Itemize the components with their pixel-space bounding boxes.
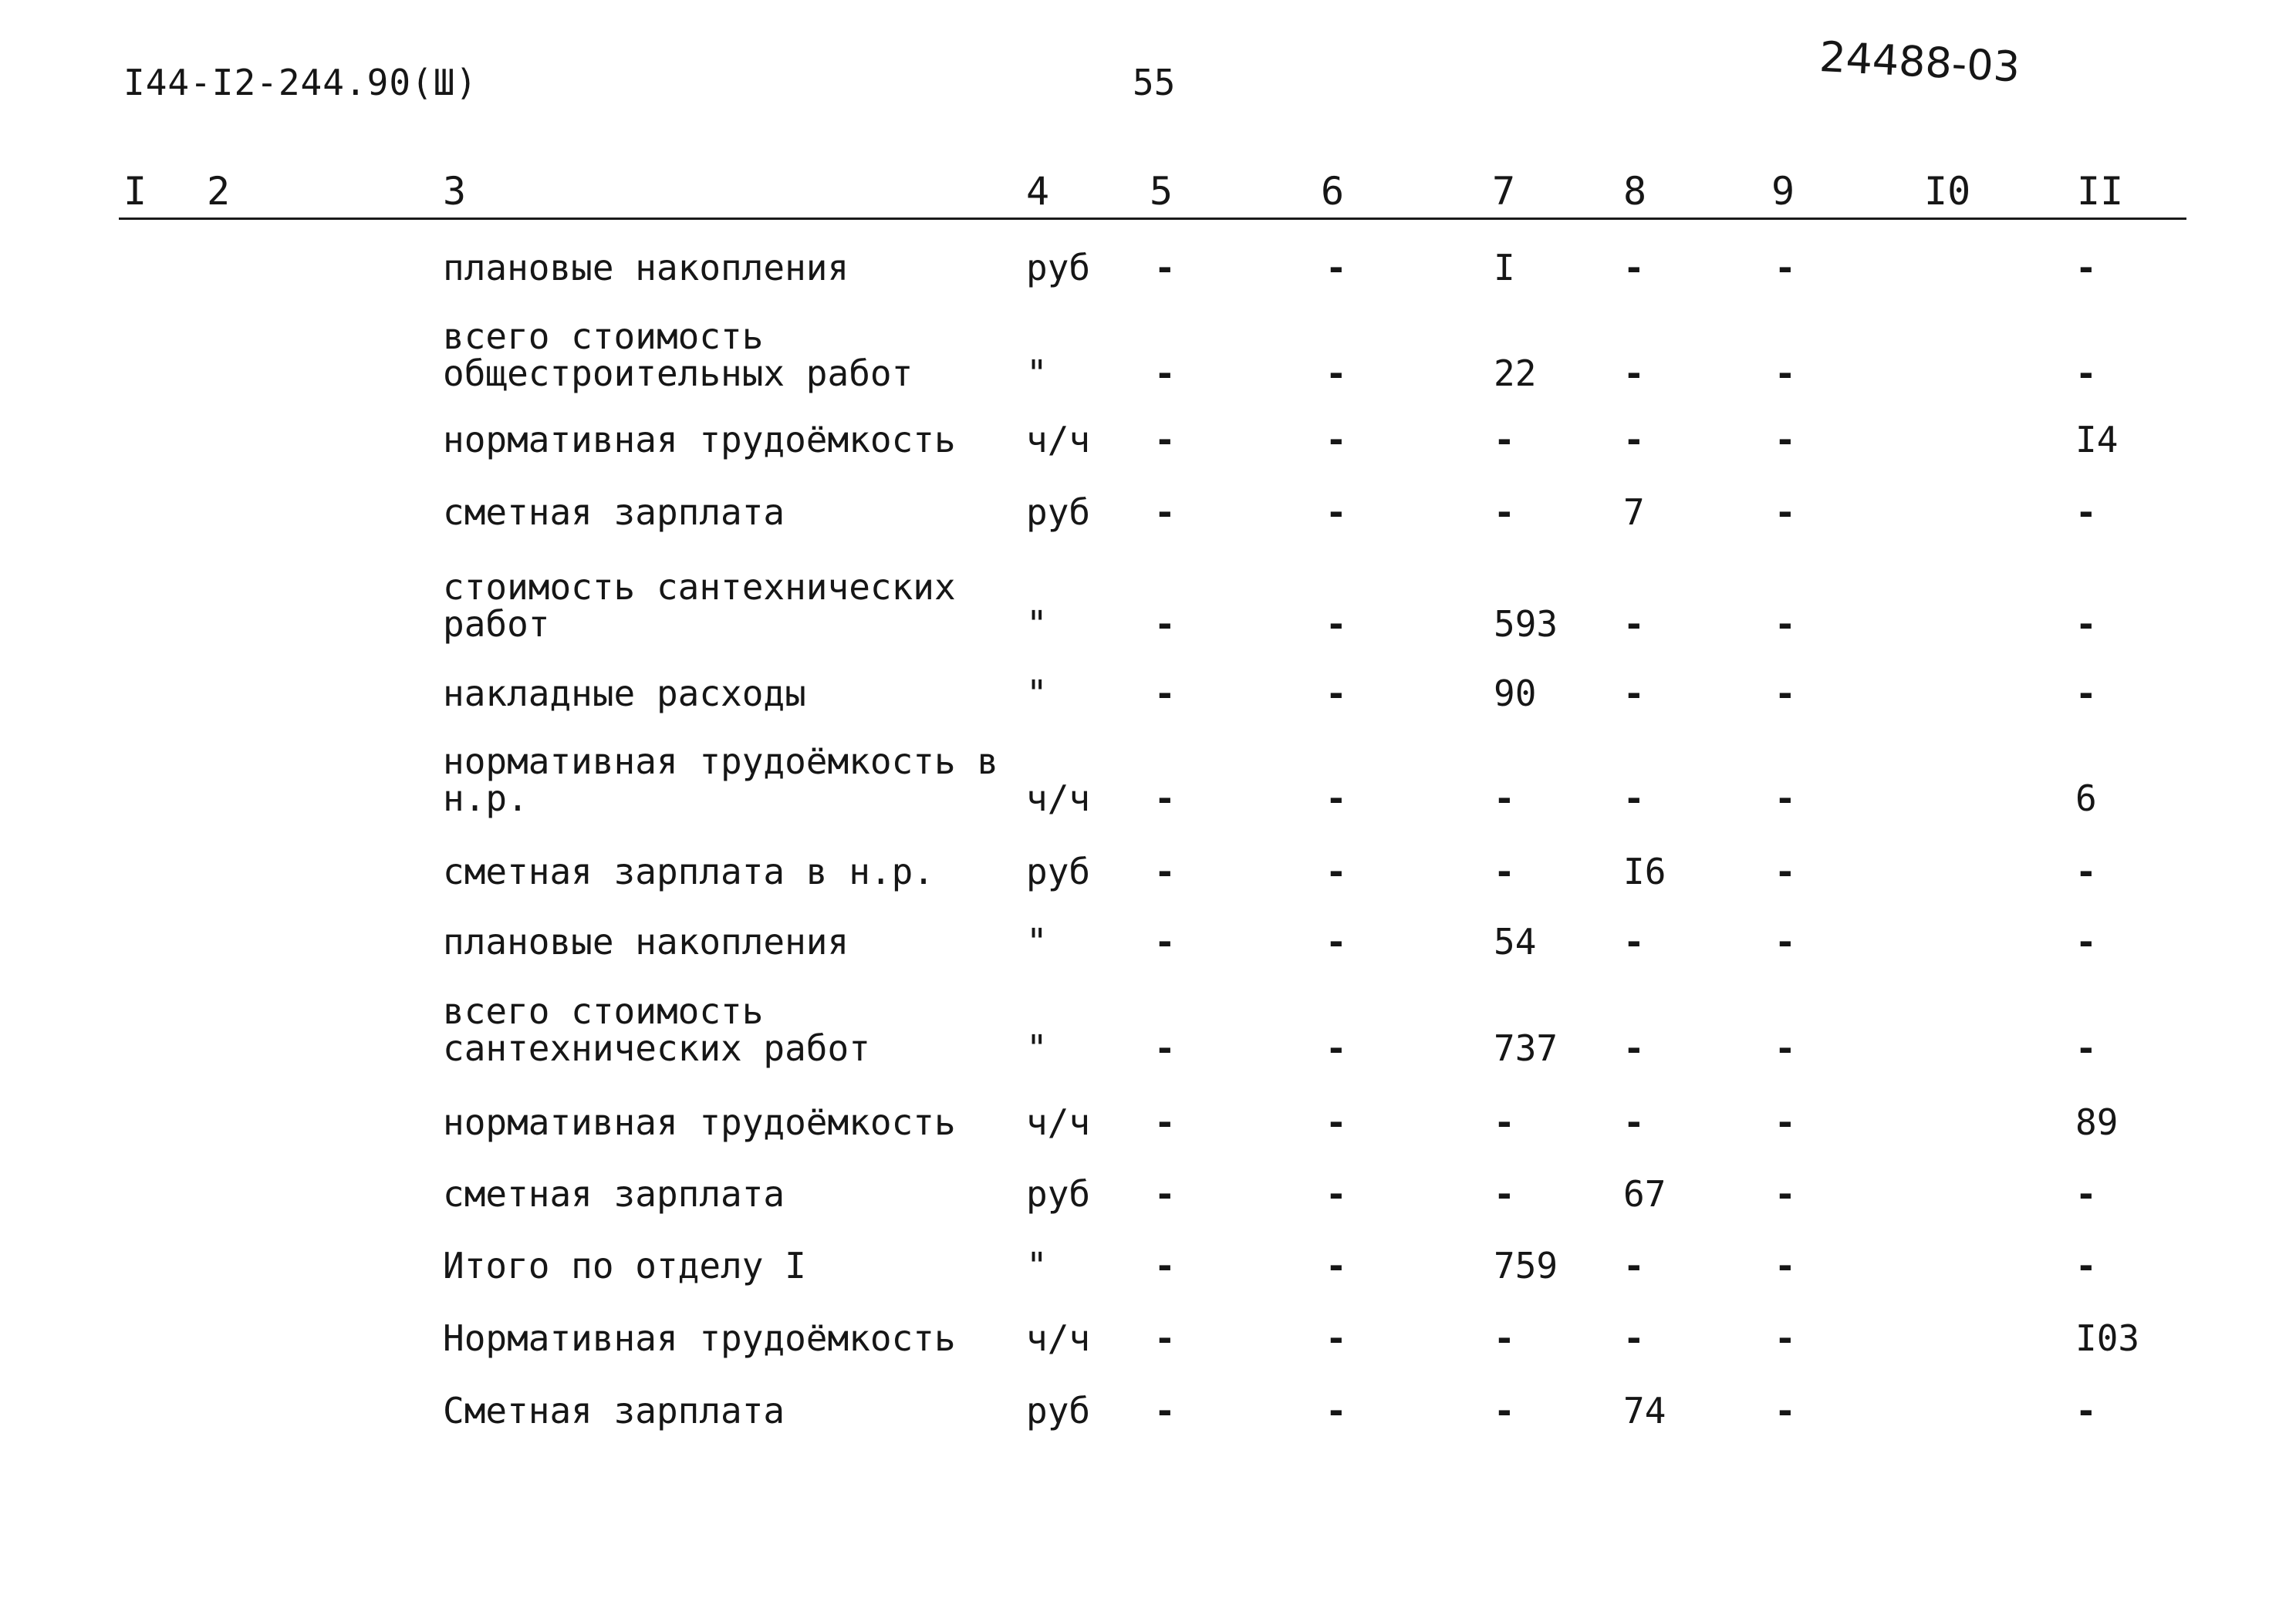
cell-col-5: -: [1154, 1027, 1176, 1069]
cell-col-6: -: [1325, 1390, 1347, 1432]
row-description: нормативная трудоёмкость: [443, 419, 956, 460]
cell-col-6: -: [1325, 1317, 1347, 1359]
row-unit: руб: [1026, 851, 1091, 892]
cell-col-9: -: [1774, 1173, 1796, 1215]
cell-col-8: -: [1623, 1245, 1645, 1287]
cell-col-5: -: [1154, 352, 1176, 394]
row-unit: ": [1026, 603, 1048, 645]
cell-col-7: 593: [1494, 603, 1558, 645]
row-unit: ч/ч: [1026, 777, 1091, 819]
cell-col-5: -: [1154, 1390, 1176, 1432]
cell-col-11: -: [2075, 921, 2097, 963]
cell-col-8: -: [1623, 603, 1645, 645]
cell-col-9: -: [1774, 1390, 1796, 1432]
row-description: сметная зарплата: [443, 491, 785, 533]
cell-col-5: -: [1154, 851, 1176, 892]
row-description: Нормативная трудоёмкость: [443, 1317, 956, 1359]
cell-col-8: 7: [1623, 491, 1645, 533]
cell-col-11: -: [2075, 1173, 2097, 1215]
cell-col-9: -: [1774, 491, 1796, 533]
cell-col-11: -: [2075, 1245, 2097, 1287]
cell-col-6: -: [1325, 673, 1347, 714]
row-unit: руб: [1026, 247, 1091, 288]
cell-col-11: I03: [2075, 1317, 2140, 1359]
cell-col-9: -: [1774, 673, 1796, 714]
cell-col-8: 67: [1623, 1173, 1666, 1215]
cell-col-6: -: [1325, 1245, 1347, 1287]
cell-col-11: 89: [2075, 1101, 2119, 1143]
column-header-2: 2: [207, 169, 231, 214]
cell-col-7: -: [1494, 777, 1515, 819]
cell-col-9: -: [1774, 1101, 1796, 1143]
cell-col-5: -: [1154, 1173, 1176, 1215]
cell-col-7: 54: [1494, 921, 1537, 963]
cell-col-11: -: [2075, 247, 2097, 288]
cell-col-5: -: [1154, 777, 1176, 819]
row-description: Сметная зарплата: [443, 1390, 785, 1432]
column-header-10: I0: [1924, 169, 1971, 214]
row-description: нормативная трудоёмкость в н.р.: [443, 740, 999, 819]
row-unit: ч/ч: [1026, 419, 1091, 460]
column-header-9: 9: [1771, 169, 1795, 214]
cell-col-8: -: [1623, 1317, 1645, 1359]
cell-col-5: -: [1154, 419, 1176, 460]
row-unit: руб: [1026, 1173, 1091, 1215]
cell-col-5: -: [1154, 673, 1176, 714]
cell-col-8: -: [1623, 352, 1645, 394]
column-header-11: II: [2077, 169, 2124, 214]
row-description: всего стоимость общестроительных работ: [443, 315, 913, 394]
row-description: сметная зарплата в н.р.: [443, 851, 934, 892]
cell-col-8: I6: [1623, 851, 1666, 892]
cell-col-6: -: [1325, 247, 1347, 288]
cell-col-7: 22: [1494, 352, 1537, 394]
cell-col-11: -: [2075, 673, 2097, 714]
cell-col-8: -: [1623, 1027, 1645, 1069]
cell-col-9: -: [1774, 921, 1796, 963]
row-unit: ": [1026, 1027, 1048, 1069]
row-description: стоимость сантехнических работ: [443, 566, 956, 645]
cell-col-11: -: [2075, 1390, 2097, 1432]
cell-col-5: -: [1154, 1317, 1176, 1359]
cell-col-11: I4: [2075, 419, 2119, 460]
cell-col-7: 737: [1494, 1027, 1558, 1069]
cell-col-6: -: [1325, 352, 1347, 394]
cell-col-7: -: [1494, 851, 1515, 892]
cell-col-8: -: [1623, 1101, 1645, 1143]
cell-col-5: -: [1154, 603, 1176, 645]
column-header-6: 6: [1321, 169, 1345, 214]
cell-col-8: -: [1623, 419, 1645, 460]
page-number: 55: [1133, 62, 1176, 103]
cell-col-5: -: [1154, 247, 1176, 288]
cell-col-9: -: [1774, 1317, 1796, 1359]
row-unit: ч/ч: [1026, 1101, 1091, 1143]
cell-col-9: -: [1774, 603, 1796, 645]
row-unit: ч/ч: [1026, 1317, 1091, 1359]
column-header-8: 8: [1623, 169, 1647, 214]
column-header-7: 7: [1492, 169, 1516, 214]
cell-col-6: -: [1325, 1027, 1347, 1069]
cell-col-9: -: [1774, 1245, 1796, 1287]
row-description: накладные расходы: [443, 673, 806, 714]
cell-col-11: 6: [2075, 777, 2097, 819]
cell-col-7: -: [1494, 1101, 1515, 1143]
row-unit: ": [1026, 673, 1048, 714]
cell-col-6: -: [1325, 921, 1347, 963]
cell-col-7: 90: [1494, 673, 1537, 714]
cell-col-11: -: [2075, 1027, 2097, 1069]
row-description: плановые накопления: [443, 921, 849, 963]
cell-col-8: -: [1623, 921, 1645, 963]
cell-col-6: -: [1325, 603, 1347, 645]
cell-col-9: -: [1774, 247, 1796, 288]
cell-col-8: -: [1623, 247, 1645, 288]
column-header-5: 5: [1150, 169, 1173, 214]
cell-col-11: -: [2075, 603, 2097, 645]
cell-col-7: -: [1494, 419, 1515, 460]
cell-col-11: -: [2075, 851, 2097, 892]
row-description: сметная зарплата: [443, 1173, 785, 1215]
cell-col-8: -: [1623, 777, 1645, 819]
cell-col-11: -: [2075, 352, 2097, 394]
row-description: Итого по отделу I: [443, 1245, 806, 1287]
cell-col-7: -: [1494, 1390, 1515, 1432]
cell-col-5: -: [1154, 1101, 1176, 1143]
column-header-3: 3: [443, 169, 467, 214]
column-header-4: 4: [1026, 169, 1050, 214]
cell-col-6: -: [1325, 419, 1347, 460]
header-rule: [119, 218, 2186, 220]
cell-col-6: -: [1325, 777, 1347, 819]
document-code: I44-I2-244.90(Ш): [123, 62, 478, 103]
cell-col-11: -: [2075, 491, 2097, 533]
cell-col-6: -: [1325, 851, 1347, 892]
cell-col-8: -: [1623, 673, 1645, 714]
cell-col-9: -: [1774, 777, 1796, 819]
cell-col-7: -: [1494, 1317, 1515, 1359]
cell-col-7: -: [1494, 1173, 1515, 1215]
cell-col-9: -: [1774, 851, 1796, 892]
cell-col-6: -: [1325, 1101, 1347, 1143]
row-description: нормативная трудоёмкость: [443, 1101, 956, 1143]
cell-col-6: -: [1325, 1173, 1347, 1215]
cell-col-5: -: [1154, 491, 1176, 533]
row-unit: руб: [1026, 491, 1091, 533]
cell-col-6: -: [1325, 491, 1347, 533]
cell-col-9: -: [1774, 1027, 1796, 1069]
handwritten-stamp-number: 24488-03: [1818, 32, 2021, 92]
cell-col-9: -: [1774, 419, 1796, 460]
row-unit: ": [1026, 1245, 1048, 1287]
cell-col-7: -: [1494, 491, 1515, 533]
cell-col-5: -: [1154, 1245, 1176, 1287]
row-unit: ": [1026, 921, 1048, 963]
cell-col-7: I: [1494, 247, 1515, 288]
row-description: плановые накопления: [443, 247, 849, 288]
cell-col-7: 759: [1494, 1245, 1558, 1287]
row-unit: ": [1026, 352, 1048, 394]
cell-col-5: -: [1154, 921, 1176, 963]
column-header-1: I: [123, 169, 147, 214]
cell-col-9: -: [1774, 352, 1796, 394]
cell-col-8: 74: [1623, 1390, 1666, 1432]
row-unit: руб: [1026, 1390, 1091, 1432]
row-description: всего стоимость сантехнических работ: [443, 990, 870, 1069]
